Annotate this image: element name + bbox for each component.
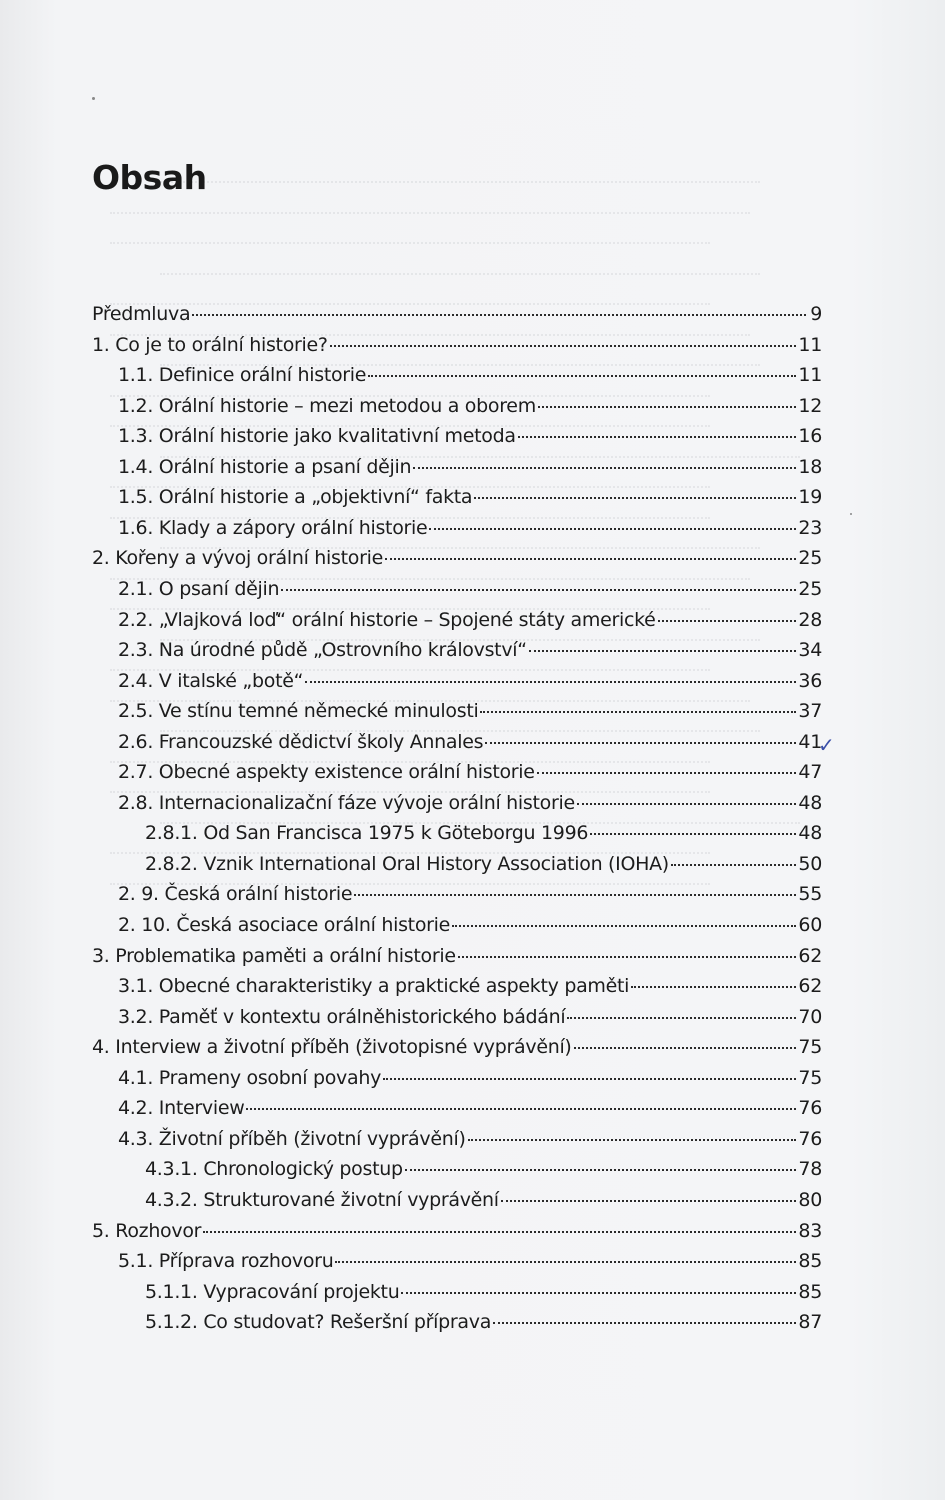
toc-page-number: 75 [798, 1036, 822, 1058]
dot-leader [590, 833, 796, 835]
toc-page-number: 36 [798, 670, 822, 692]
toc-page-number: 62 [798, 975, 822, 997]
dot-leader [631, 986, 796, 988]
toc-entry-label: 2.8.2. Vznik International Oral History Association (IOHA) [145, 853, 669, 875]
toc-entry-label: 1.5. Orální historie a „objektivní“ fakta [118, 486, 473, 508]
toc-entry-label: 2.8. Internacionalizační fáze vývoje orální historie [118, 792, 575, 814]
dot-leader [671, 864, 797, 866]
toc-entry [145, 1157, 822, 1181]
toc-entry [118, 1005, 822, 1029]
toc-entry [118, 1249, 822, 1273]
toc-page-number: 87 [798, 1311, 822, 1333]
dot-leader [429, 528, 796, 530]
toc-page-number: 19 [798, 486, 822, 508]
toc-entry [118, 638, 822, 662]
dot-leader [452, 925, 796, 927]
toc-entry [118, 455, 822, 479]
toc-entry-label: 1.3. Orální historie jako kvalitativní metoda [118, 425, 516, 447]
dot-leader [192, 314, 806, 316]
toc-entry-label: 4.1. Prameny osobní povahy [118, 1067, 382, 1089]
toc-entry [92, 944, 822, 968]
toc-page-number: 50 [798, 853, 822, 875]
toc-entry [145, 852, 822, 876]
toc-entry-label: 2.4. V italské „botě“ [118, 670, 304, 692]
toc-entry [92, 1219, 822, 1243]
toc-entry [118, 760, 822, 784]
toc-entry [118, 974, 822, 998]
dot-leader [529, 650, 797, 652]
toc-entry-label: 1.4. Orální historie a psaní dějin [118, 456, 412, 478]
dot-leader [281, 589, 796, 591]
toc-entry [145, 1188, 822, 1212]
toc-entry [92, 302, 822, 326]
toc-page-number: 75 [798, 1067, 822, 1089]
toc-page-number: 25 [798, 578, 822, 600]
toc-page-number: 25 [798, 547, 822, 569]
toc-entry-label: 3. Problematika paměti a orální historie [92, 945, 456, 967]
toc-entry-label: 3.2. Paměť v kontextu orálněhistorického bádání [118, 1006, 566, 1028]
toc-page-number: 85 [798, 1281, 822, 1303]
dot-leader [413, 467, 796, 469]
toc-page-number: 18 [798, 456, 822, 478]
toc-entry-label: 2.3. Na úrodné půdě „Ostrovního království“ [118, 639, 527, 661]
toc-entry [118, 1096, 822, 1120]
toc-entry [92, 333, 822, 357]
dot-leader [385, 558, 796, 560]
toc-page-number: 16 [798, 425, 822, 447]
toc-entry [118, 913, 822, 937]
toc-page-number: 37 [798, 700, 822, 722]
dot-leader [518, 436, 797, 438]
dot-leader [658, 620, 797, 622]
bleed-through-leader [160, 272, 760, 275]
toc-page-number: 12 [798, 395, 822, 417]
toc-page-number: 85 [798, 1250, 822, 1272]
toc-entry-label: 4.3. Životní příběh (životní vyprávění) [118, 1128, 466, 1150]
toc-entry [118, 577, 822, 601]
toc-page-number: 9 [810, 303, 822, 325]
toc-entry-label: 4. Interview a životní příběh (životopisné vyprávění) [92, 1036, 572, 1058]
toc-entry [118, 485, 822, 509]
toc-page-number: 41 [798, 731, 822, 753]
toc-entry-label: 5. Rozhovor [92, 1220, 202, 1242]
toc-page-number: 78 [798, 1158, 822, 1180]
toc-page-number: 62 [798, 945, 822, 967]
toc-entry [118, 669, 822, 693]
dot-leader [368, 375, 796, 377]
toc-page-number: 76 [798, 1097, 822, 1119]
toc-page-number: 83 [798, 1220, 822, 1242]
toc-page-number: 55 [798, 883, 822, 905]
toc-entry [118, 699, 822, 723]
dot-leader [501, 1200, 797, 1202]
dot-leader [538, 406, 797, 408]
dot-leader [468, 1139, 797, 1141]
dot-leader [458, 956, 797, 958]
dot-leader [480, 711, 796, 713]
toc-entry-label: 2. Kořeny a vývoj orální historie [92, 547, 383, 569]
toc-page-number: 76 [798, 1128, 822, 1150]
toc-entry-label: 5.1.1. Vypracování projektu [145, 1281, 400, 1303]
dot-leader [567, 1017, 796, 1019]
toc-entry [92, 546, 822, 570]
toc-entry-label: 4.3.2. Strukturované životní vyprávění [145, 1189, 499, 1211]
toc-entry [118, 1066, 822, 1090]
toc-page-number: 47 [798, 761, 822, 783]
toc-page-number: 34 [798, 639, 822, 661]
dot-leader [474, 497, 796, 499]
toc-entry-label: 4.2. Interview [118, 1097, 245, 1119]
toc-page-number: 70 [798, 1006, 822, 1028]
toc-page-number: 11 [798, 364, 822, 386]
toc-entry-label: 2.5. Ve stínu temné německé minulosti [118, 700, 479, 722]
toc-entry-label: 2.2. „Vlajková loď“ orální historie – Spojené státy americké [118, 609, 656, 631]
toc-entry [145, 821, 822, 845]
dot-leader [246, 1108, 796, 1110]
toc-entry-label: 5.1.2. Co studovat? Rešeršní příprava [145, 1311, 492, 1333]
dot-leader [493, 1322, 796, 1324]
toc-entry-label: 1.1. Definice orální historie [118, 364, 367, 386]
dot-leader [305, 681, 796, 683]
dot-leader [537, 772, 797, 774]
toc-page-number: 28 [798, 609, 822, 631]
toc-entry [118, 1127, 822, 1151]
toc-entry-label: 2.7. Obecné aspekty existence orální historie [118, 761, 535, 783]
toc-entry-label: 5.1. Příprava rozhovoru [118, 1250, 334, 1272]
dot-leader [401, 1292, 796, 1294]
toc-entry-label: 1.2. Orální historie – mezi metodou a oborem [118, 395, 536, 417]
toc-entry [118, 791, 822, 815]
toc-page-number: 48 [798, 792, 822, 814]
toc-entry [118, 363, 822, 387]
bleed-through-leader [110, 241, 710, 244]
bleed-through-leader [110, 211, 750, 214]
toc-entry [118, 394, 822, 418]
toc-page-number: 23 [798, 517, 822, 539]
toc-entry-label: 2.6. Francouzské dědictví školy Annales [118, 731, 484, 753]
toc-entry [118, 608, 822, 632]
dot-leader [354, 894, 796, 896]
dot-leader [383, 1078, 796, 1080]
toc-entry [118, 424, 822, 448]
toc-entry [118, 516, 822, 540]
toc-entry-label: 3.1. Obecné charakteristiky a praktické aspekty paměti [118, 975, 630, 997]
toc-entry [118, 882, 822, 906]
toc-entry [92, 1035, 822, 1059]
toc-entry-label: 2. 10. Česká asociace orální historie [118, 914, 451, 936]
toc-entry-label: 2.8.1. Od San Francisca 1975 k Göteborgu 1996 [145, 822, 589, 844]
dot-leader [405, 1169, 797, 1171]
handwritten-check-mark: ✓ [818, 733, 835, 757]
dot-leader [203, 1231, 796, 1233]
dot-leader [335, 1261, 796, 1263]
toc-page-number: 60 [798, 914, 822, 936]
toc-entry [145, 1310, 822, 1334]
toc-entry-label: 1. Co je to orální historie? [92, 334, 328, 356]
dot-leader [485, 742, 796, 744]
dot-leader [330, 345, 797, 347]
page-title: Obsah [92, 158, 207, 197]
toc-page-number: 48 [798, 822, 822, 844]
dot-leader [577, 803, 797, 805]
toc-entry-label: 2.1. O psaní dějin [118, 578, 280, 600]
toc-page-number: 80 [798, 1189, 822, 1211]
toc-entry-label: Předmluva [92, 303, 191, 325]
toc-entry-label: 1.6. Klady a zápory orální historie [118, 517, 428, 539]
toc-entry-label: 4.3.1. Chronologický postup [145, 1158, 403, 1180]
paper-speck [850, 513, 852, 515]
toc-entry [118, 730, 822, 754]
bleed-through-leader [160, 180, 760, 183]
toc-entry [145, 1280, 822, 1304]
dot-leader [574, 1047, 797, 1049]
toc-page-number: 11 [798, 334, 822, 356]
toc-entry-label: 2. 9. Česká orální historie [118, 883, 353, 905]
paper-speck [92, 97, 95, 100]
